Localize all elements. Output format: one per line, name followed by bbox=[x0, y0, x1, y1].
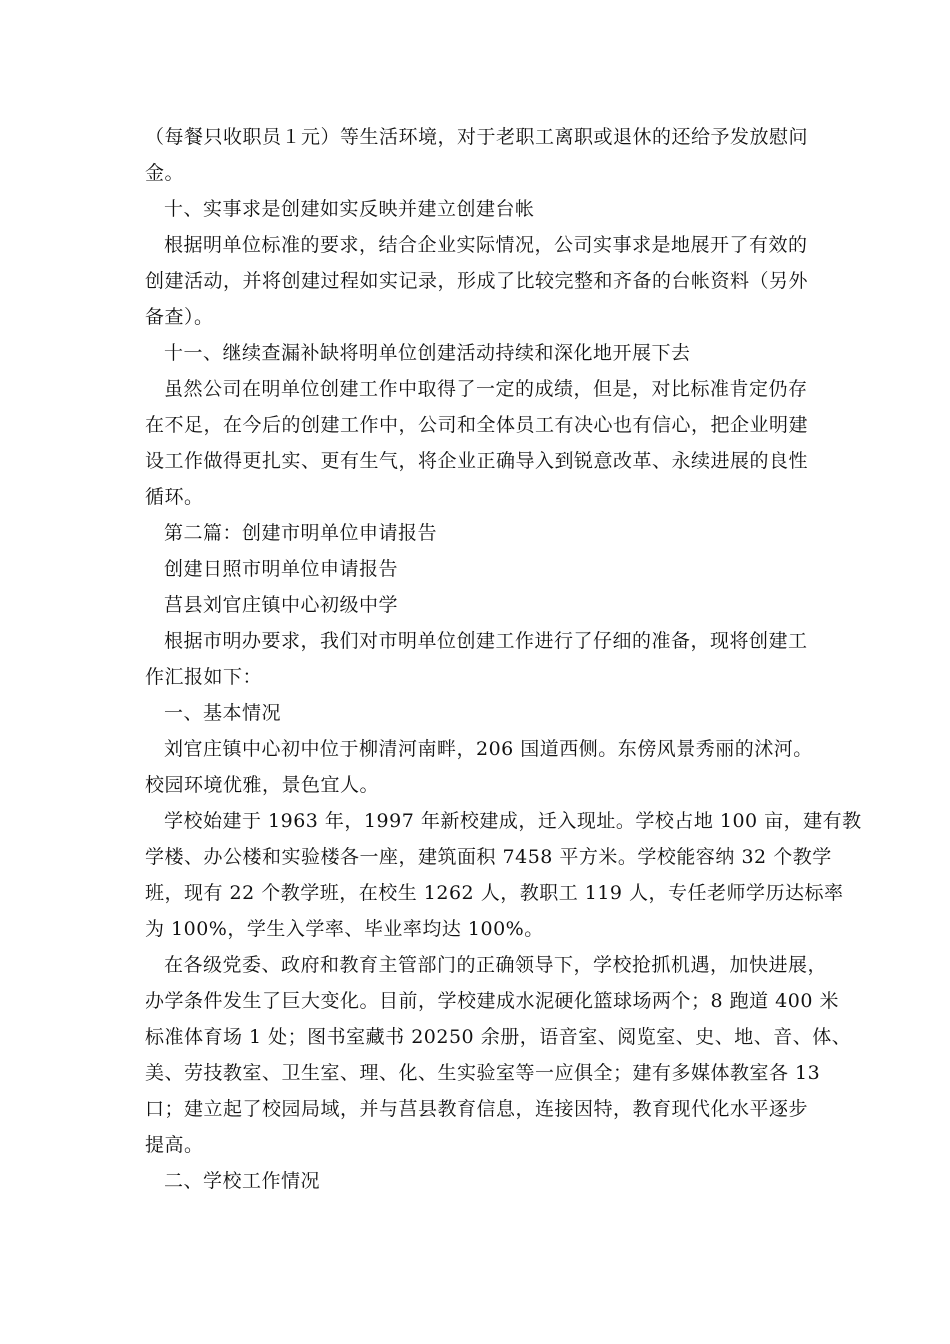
text-line: 校园环境优雅，景色宜人。 bbox=[145, 774, 380, 796]
text-line: 备查）。 bbox=[145, 306, 214, 328]
text-line: 提高。 bbox=[145, 1134, 204, 1156]
document-body bbox=[145, 119, 862, 1199]
chapter-title: 第二篇：创建市明单位申请报告 bbox=[164, 522, 438, 544]
section-heading: 二、学校工作情况 bbox=[164, 1170, 321, 1192]
text-line: 班，现有 22 个教学班，在校生 1262 人，教职工 119 人，专任老师学历达标率 bbox=[145, 882, 844, 904]
text-line: 循环。 bbox=[145, 486, 204, 508]
text-line: 刘官庄镇中心初中位于柳清河南畔，206 国道西侧。东傍风景秀丽的沭河。 bbox=[164, 738, 813, 760]
text-line: 口；建立起了校园局域，并与莒县教育信息，连接因特，教育现代化水平逐步 bbox=[145, 1098, 809, 1120]
section-heading: 十一、继续查漏补缺将明单位创建活动持续和深化地开展下去 bbox=[164, 342, 691, 364]
text-line: 作汇报如下： bbox=[145, 666, 263, 688]
report-title: 创建日照市明单位申请报告 bbox=[164, 558, 399, 580]
text-line: 在不足，在今后的创建工作中，公司和全体员工有决心也有信心，把企业明建 bbox=[145, 414, 809, 436]
text-line: 虽然公司在明单位创建工作中取得了一定的成绩，但是，对比标准肯定仍存 bbox=[164, 378, 808, 400]
text-line: （每餐只收职员１元）等生活环境，对于老职工离职或退休的还给予发放慰问 bbox=[145, 126, 809, 148]
text-line: 学校始建于 1963 年，1997 年新校建成，迁入现址。学校占地 100 亩，建有教 bbox=[164, 810, 862, 832]
text-line: 根据明单位标准的要求，结合企业实际情况，公司实事求是地展开了有效的 bbox=[164, 234, 808, 256]
text-line: 创建活动，并将创建过程如实记录，形成了比较完整和齐备的台帐资料（另外 bbox=[145, 270, 809, 292]
text-line: 为 100%，学生入学率、毕业率均达 100%。 bbox=[145, 918, 544, 940]
text-line: 学楼、办公楼和实验楼各一座，建筑面积 7458 平方米。学校能容纳 32 个教学 bbox=[145, 846, 832, 868]
text-line: 根据市明办要求，我们对市明单位创建工作进行了仔细的准备，现将创建工 bbox=[164, 630, 808, 652]
text-line: 美、劳技教室、卫生室、理、化、生实验室等一应俱全；建有多媒体教室各 13 bbox=[145, 1062, 821, 1084]
section-heading: 十、实事求是创建如实反映并建立创建台帐 bbox=[164, 198, 535, 220]
text-line: 设工作做得更扎实、更有生气，将企业正确导入到锐意改革、永续进展的良性 bbox=[145, 450, 809, 472]
text-line: 金。 bbox=[145, 162, 185, 184]
organization-name: 莒县刘官庄镇中心初级中学 bbox=[164, 594, 399, 616]
text-line: 标准体育场 1 处；图书室藏书 20250 余册，语音室、阅览室、史、地、音、体、 bbox=[145, 1026, 852, 1048]
text-line: 办学条件发生了巨大变化。目前，学校建成水泥硬化篮球场两个；8 跑道 400 米 bbox=[145, 990, 839, 1012]
text-line: 在各级党委、政府和教育主管部门的正确领导下，学校抢抓机遇，加快进展， bbox=[164, 954, 828, 976]
section-heading: 一、基本情况 bbox=[164, 702, 282, 724]
